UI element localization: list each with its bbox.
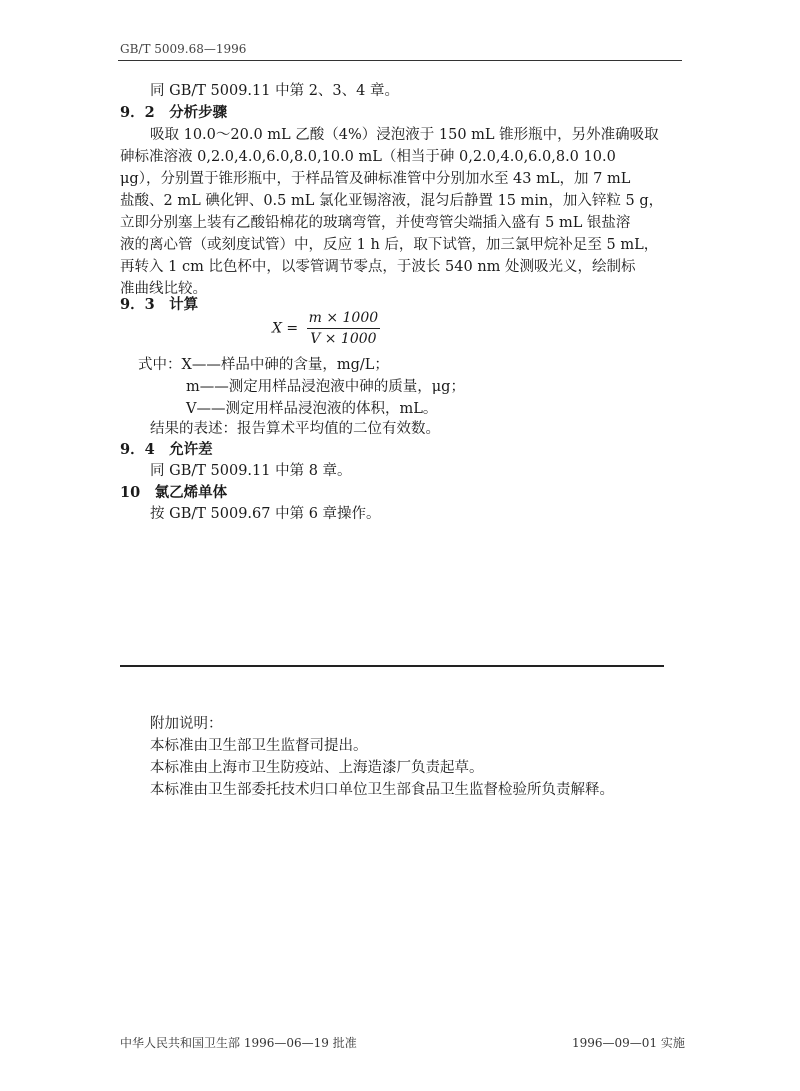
- para-line-8: 准曲线比较。: [120, 281, 207, 297]
- result-statement: 结果的表述：报告算术平均值的二位有效数。: [150, 421, 440, 437]
- formula-lhs: X =: [272, 320, 299, 337]
- formula: [272, 310, 380, 347]
- appendix-line-3: 本标准由卫生部委托技术归口单位卫生部食品卫生监督检验所负责解释。: [150, 782, 614, 798]
- section-10-heading: 10 氯乙烯单体: [120, 484, 228, 501]
- appendix-line-2: 本标准由上海市卫生防疫站、上海造漆厂负责起草。: [150, 760, 484, 776]
- formula-fraction: [307, 310, 381, 347]
- para-line-1: 吸取 10.0～20.0 mL 乙酸（4%）浸泡液于 150 mL 锥形瓶中，另外准确吸取: [150, 127, 659, 143]
- para-line-6: 液的离心管（或刻度试管）中，反应 1 h 后，取下试管，加三氯甲烷补足至 5 mL，: [120, 237, 659, 253]
- formula-numerator: m × 1000: [307, 310, 381, 329]
- appendix-line-1: 本标准由卫生部卫生监督司提出。: [150, 738, 368, 754]
- header-rule: [118, 60, 682, 61]
- section-9-2-heading: 9．2 分析步骤: [120, 104, 228, 121]
- ref-line-1: 同 GB/T 5009.11 中第 2、3、4 章。: [150, 83, 399, 99]
- para-line-4: 盐酸、2 mL 碘化钾、0.5 mL 氯化亚锡溶液，混匀后静置 15 min，加入锌粒 5 g，: [120, 193, 664, 209]
- where-line-1: 式中：X——样品中砷的含量，mg/L；: [138, 357, 389, 373]
- standard-code-header: GB/T 5009.68—1996: [120, 42, 247, 56]
- para-line-5: 立即分别塞上装有乙酸铅棉花的玻璃弯管，并使弯管尖端插入盛有 5 mL 银盐溶: [120, 215, 631, 231]
- ref-line-3: 按 GB/T 5009.67 中第 6 章操作。: [150, 506, 381, 522]
- section-9-3-heading: 9．3 计算: [120, 296, 199, 313]
- formula-denominator: V × 1000: [310, 331, 377, 347]
- para-line-2: 砷标准溶液 0,2.0,4.0,6.0,8.0,10.0 mL（相当于砷 0,2.0,4.0,6.0,8.0 10.0: [120, 149, 616, 165]
- approval-footer: 中华人民共和国卫生部 1996—06—19 批准: [120, 1036, 357, 1050]
- para-line-7: 再转入 1 cm 比色杯中，以零管调节零点，于波长 540 nm 处测吸光义，绘制标: [120, 259, 636, 275]
- para-line-3: μg），分别置于锥形瓶中，于样品管及砷标准管中分别加水至 43 mL，加 7 mL: [120, 171, 631, 187]
- section-divider: [120, 665, 664, 667]
- where-line-3: V——测定用样品浸泡液的体积，mL。: [186, 401, 438, 417]
- appendix-title: 附加说明：: [150, 716, 223, 732]
- where-line-2: m——测定用样品浸泡液中砷的质量，μg；: [186, 379, 465, 395]
- effective-date-footer: 1996—09—01 实施: [572, 1036, 685, 1050]
- ref-line-2: 同 GB/T 5009.11 中第 8 章。: [150, 463, 352, 479]
- section-9-4-heading: 9．4 允许差: [120, 441, 213, 458]
